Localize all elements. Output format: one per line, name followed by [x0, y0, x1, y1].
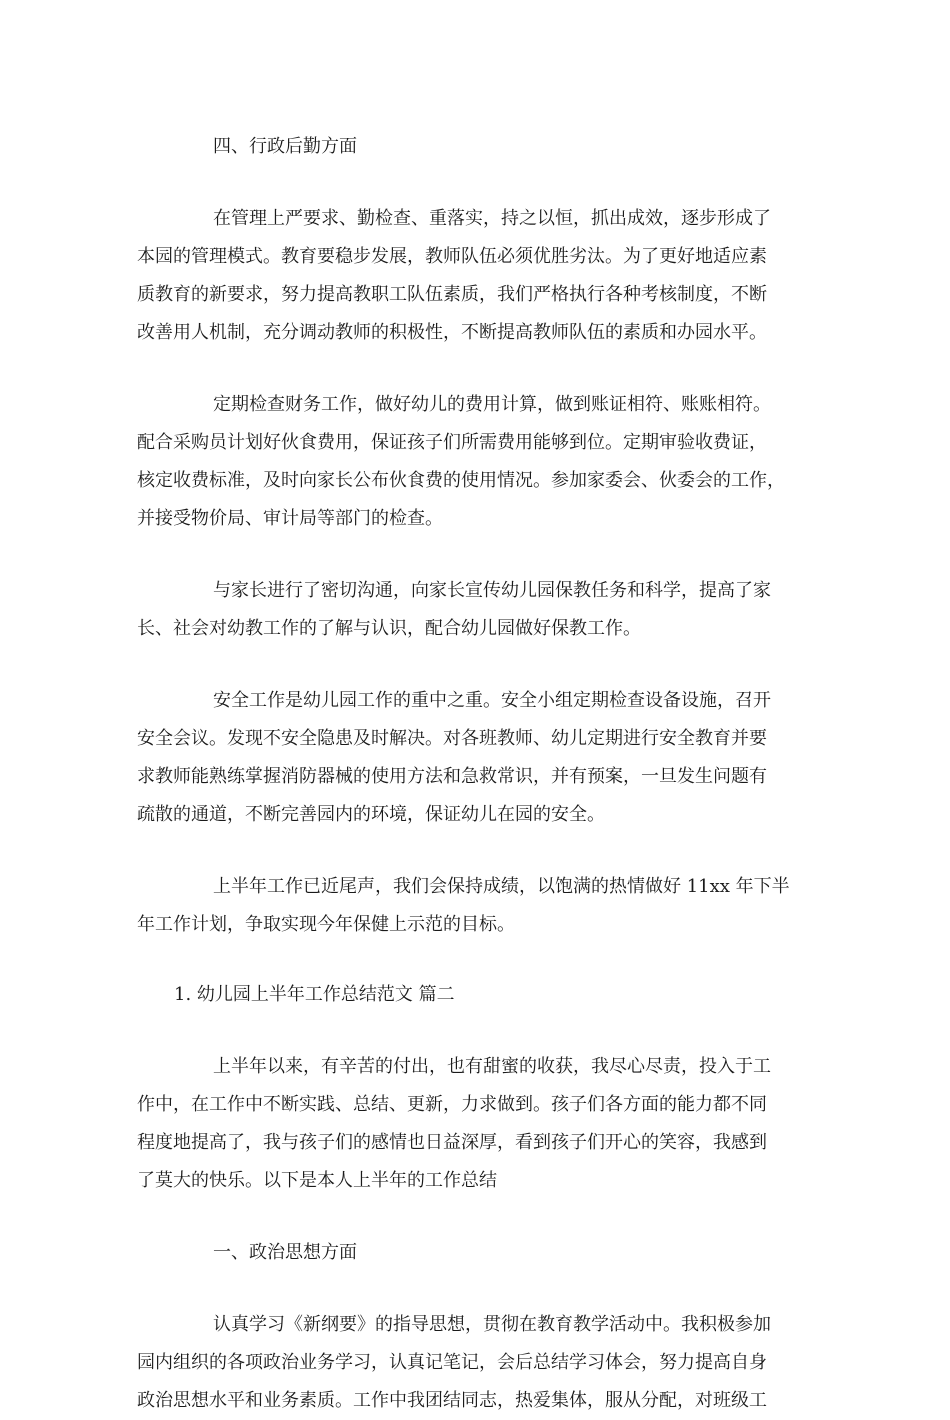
text-line: 安全会议。发现不安全隐患及时解决。对各班教师、幼儿定期进行安全教育并要 [137, 728, 767, 749]
paragraph-parents [137, 572, 813, 648]
text-line: 安全工作是幼儿园工作的重中之重。安全小组定期检查设备设施，召开 [213, 690, 771, 711]
section-heading-administration: 四、行政后勤方面 [213, 136, 357, 157]
text-line: 上半年工作已近尾声，我们会保持成绩，以饱满的热情做好 11xx 年下半 [213, 876, 790, 897]
section-heading-part-two: 1. 幼儿园上半年工作总结范文 篇二 [174, 984, 455, 1005]
text-line: 政治思想水平和业务素质。工作中我团结同志，热爱集体，服从分配，对班级工 [137, 1390, 767, 1411]
text-line: 在管理上严要求、勤检查、重落实，持之以恒，抓出成效，逐步形成了 [213, 208, 771, 229]
paragraph-conclusion [137, 868, 813, 944]
text-line: 年工作计划，争取实现今年保健上示范的目标。 [137, 914, 515, 935]
text-line: 并接受物价局、审计局等部门的检查。 [137, 508, 443, 529]
text-line: 程度地提高了，我与孩子们的感情也日益深厚，看到孩子们开心的笑容，我感到 [137, 1132, 767, 1153]
document-page [137, 128, 813, 1420]
paragraph-finance [137, 386, 813, 538]
text-line: 改善用人机制，充分调动教师的积极性，不断提高教师队伍的素质和办园水平。 [137, 322, 767, 343]
text-line: 定期检查财务工作，做好幼儿的费用计算，做到账证相符、账账相符。 [213, 394, 771, 415]
text-line: 疏散的通道，不断完善园内的环境，保证幼儿在园的安全。 [137, 804, 605, 825]
text-line: 了莫大的快乐。以下是本人上半年的工作总结 [137, 1170, 497, 1191]
text-line: 求教师能熟练掌握消防器械的使用方法和急救常识，并有预案，一旦发生问题有 [137, 766, 767, 787]
text-line: 园内组织的各项政治业务学习，认真记笔记，会后总结学习体会，努力提高自身 [137, 1352, 767, 1373]
text-line: 上半年以来，有辛苦的付出，也有甜蜜的收获，我尽心尽责，投入于工 [213, 1056, 771, 1077]
paragraph-management [137, 200, 813, 352]
paragraph-study [137, 1306, 813, 1420]
text-line: 与家长进行了密切沟通，向家长宣传幼儿园保教任务和科学，提高了家 [213, 580, 771, 601]
text-line: 配合采购员计划好伙食费用，保证孩子们所需费用能够到位。定期审验收费证， [137, 432, 767, 453]
paragraph-intro [137, 1048, 813, 1200]
text-line: 认真学习《新纲要》的指导思想，贯彻在教育教学活动中。我积极参加 [213, 1314, 771, 1335]
section-heading-politics: 一、政治思想方面 [213, 1242, 357, 1263]
text-line: 本园的管理模式。教育要稳步发展，教师队伍必须优胜劣汰。为了更好地适应素 [137, 246, 767, 267]
text-line: 作中，在工作中不断实践、总结、更新，力求做到。孩子们各方面的能力都不同 [137, 1094, 767, 1115]
text-line: 质教育的新要求，努力提高教职工队伍素质，我们严格执行各种考核制度，不断 [137, 284, 767, 305]
paragraph-safety [137, 682, 813, 834]
text-line: 长、社会对幼教工作的了解与认识，配合幼儿园做好保教工作。 [137, 618, 641, 639]
text-line: 核定收费标准，及时向家长公布伙食费的使用情况。参加家委会、伙委会的工作， [137, 470, 785, 491]
